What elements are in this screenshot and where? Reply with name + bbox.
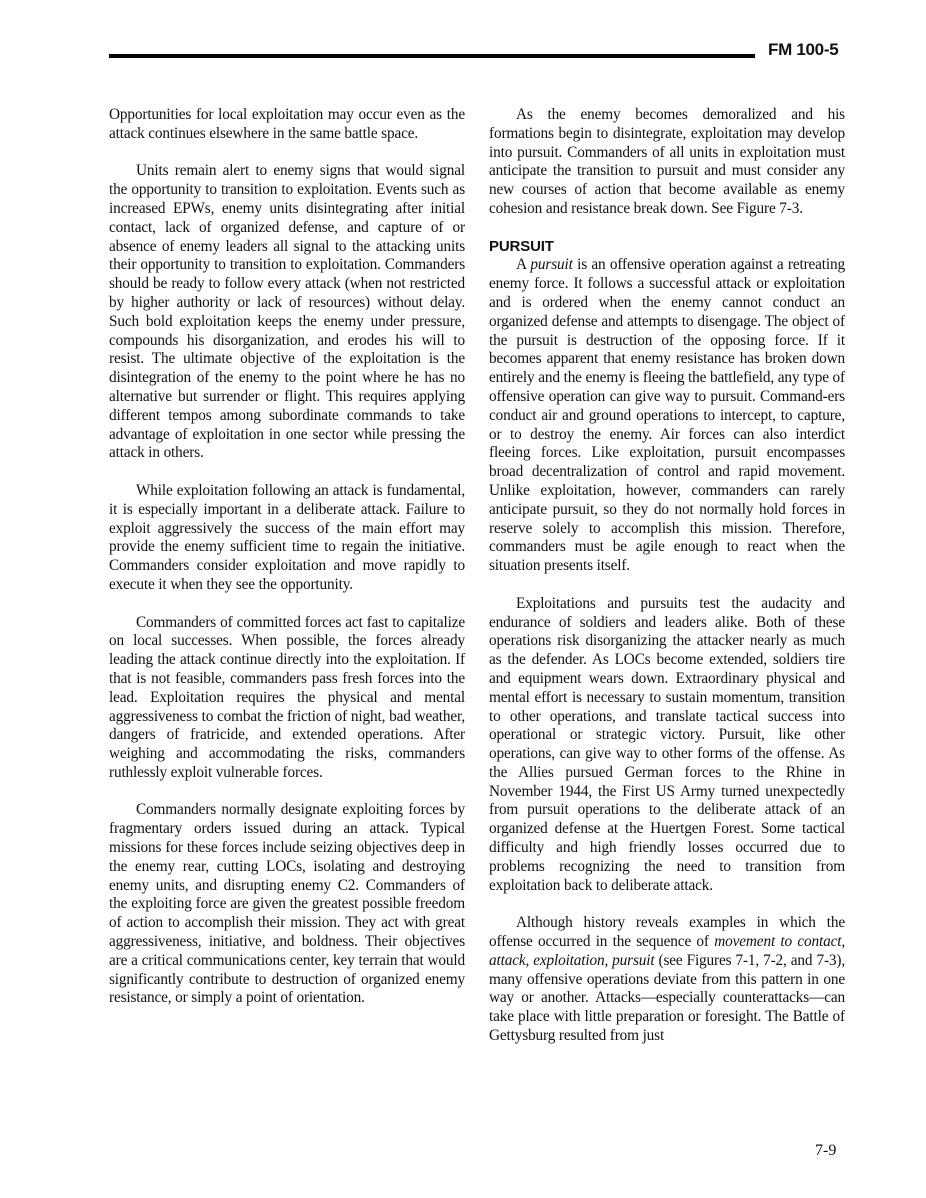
- text: (see Figures 7-1, 7-2, and 7-3), many offensive operations deviate from this pattern in one way or another. Attacks—especially counterattacks—can take place with little preparation or foresight. The Battle of Gettysburg resulted from just: [489, 951, 846, 1045]
- left-column: [109, 106, 465, 1027]
- paragraph: Exploitations and pursuits test the audacity and endurance of soldiers and leaders alike. Both of these operations risk disorganizing the attacker nearly as much as the defender. As LOCs become extended, soldiers tire and equipment wears down. Extraordinary physical and mental effort is necessary to sustain momentum, transition to other operations, and translate tactical success into operational or strategic victory. Pursuit, like other operations, can give way to other forms of the offense. As the Allies pursued German forces to the Rhine in November 1944, the First US Army turned unexpectedly from pursuit operations to the deliberate attack of an organized defense at the Huertgen Forest. Some tactical difficulty and high friendly losses occurred due to problems recognizing the need to transition from exploitation back to deliberate attack.: [489, 594, 845, 894]
- header-rule: [109, 54, 755, 58]
- right-column: [489, 106, 845, 1065]
- paragraph: Units remain alert to enemy signs that would signal the opportunity to transition to exploitation. Events such as increased EPWs, enemy units disintegrating after initial contact, lack of organized defense, and capture of or absence of enemy leaders all signal to the attacking units their opportunity to transition to exploitation. Commanders should be ready to follow every attack (when not restricted by higher authority or lack of resources) without delay. Such bold exploitation keeps the enemy under pressure, compounds his disorganization, and erodes his will to resist. The ultimate objective of the exploitation is the disintegration of the enemy to the point where he has no alternative but surrender or flight. This requires applying different tempos among subordinate commands to take advantage of exploitation in one sector while pressing the attack in others.: [109, 162, 465, 462]
- paragraph: Commanders normally designate exploiting forces by fragmentary orders issued during an attack. Typical missions for these forces include seizing objectives deep in the enemy rear, cutting LOCs, isolating and destroying enemy units, and disrupting enemy C2. Commanders of the exploiting force are given the greatest possible freedom of action to accomplish their mission. They act with great aggressiveness, initiative, and boldness. Their objectives are a critical communications center, key terrain that would significantly contribute to destruction of organized enemy resistance, or simply a point of orientation.: [109, 801, 465, 1007]
- paragraph: While exploitation following an attack is fundamental, it is especially important in a deliberate attack. Failure to exploit aggressively the success of the main effort may provide the enemy sufficient time to regain the initiative. Commanders consider exploitation and move rapidly to execute it when they see the opportunity.: [109, 481, 465, 593]
- paragraph: Commanders of committed forces act fast to capitalize on local successes. When possible, the forces already leading the attack continue directly into the exploitation. If that is not feasible, commanders pass fresh forces into the lead. Exploitation requires the physical and mental aggressiveness to combat the friction of night, bad weather, dangers of fratricide, and extended operations. After weighing and accommodating the risks, commanders ruthlessly exploit vulnerable forces.: [109, 613, 465, 781]
- paragraph: As the enemy becomes demoralized and his formations begin to disintegrate, exploitation may develop into pursuit. Commanders of all units in exploitation must anticipate the transition to pursuit and must consider any new courses of action that become available as enemy cohesion and resistance break down. See Figure 7-3.: [489, 106, 845, 217]
- paragraph: Opportunities for local exploitation may occur even as the attack continues elsewhere in the same battle space.: [109, 106, 465, 142]
- section-heading-pursuit: PURSUIT: [489, 237, 554, 255]
- text: A: [516, 256, 531, 274]
- manual-title: FM 100-5: [768, 40, 839, 59]
- text: is an offensive operation against a retreating enemy force. It follows a successful attack or exploitation and is ordered when the enemy cannot conduct an organized defense and attempts to disengage. The object of the pursuit is destruction of the opposing force. If it becomes apparent that enemy resistance has broken down entirely and the enemy is fleeing the battlefield, any type of offensive operation can give way to pursuit. Command-ers conduct air and ground operations to intercept, to capture, or to destroy the enemy. Air forces can also interdict fleeing forces. Like exploitation, pursuit encompasses broad decentralization of control and rapid movement. Unlike exploitation, however, commanders can rarely anticipate pursuit, so they do not normally hold forces in reserve solely to accomplish this mission. Therefore, commanders must be agile enough to react when the situation presents itself.: [489, 256, 845, 575]
- emphasis: movement to contact, attack, exploitation, pursuit: [489, 933, 845, 969]
- term-pursuit: pursuit: [530, 256, 573, 274]
- paragraph: [489, 256, 845, 576]
- paragraph: [489, 914, 845, 1046]
- page-number: 7-9: [815, 1142, 837, 1159]
- text: Although history reveals examples in which the offense occurred in the sequence of: [489, 914, 845, 951]
